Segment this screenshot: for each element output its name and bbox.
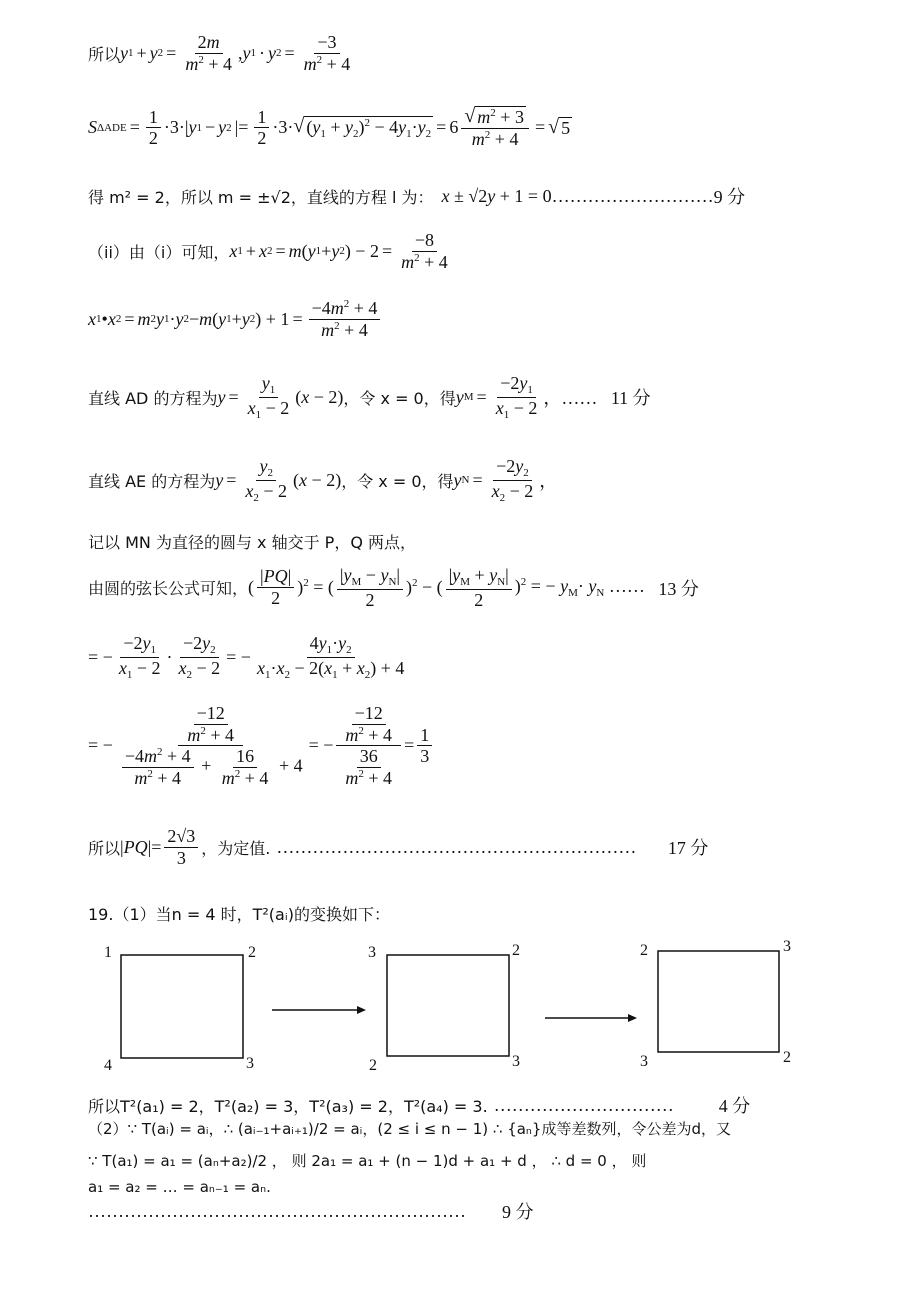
box-1-bl: 4 <box>104 1057 112 1074</box>
box-3-tr: 3 <box>783 938 791 955</box>
box-1-tl: 1 <box>104 944 112 961</box>
circle-text: 记以 MN 为直径的圆与 x 轴交于 P，Q 两点， <box>88 533 417 552</box>
transform-diagram <box>0 935 900 1085</box>
result-line: 所以T²(a₁) = 2，T²(a₂) = 3，T²(a₃) = 2，T²(a₄) = 3. ………………………… 4 分 <box>88 1094 751 1116</box>
box-3 <box>640 938 791 1070</box>
eq-m-value: 得 m² = 2，所以 m = ±√2，直线的方程 l 为： x ± √2y + 1 = 0 ……………………… 9 分 <box>88 185 746 207</box>
part2-line1: （2）∵ T(aᵢ) = aᵢ，∴ (aᵢ₋₁+aᵢ₊₁)/2 = aᵢ，(2 ≤ i ≤ n − 1) ∴ {aₙ}成等差数列，令公差为d，又 <box>88 1120 731 1138</box>
box-2-tr: 2 <box>512 942 520 959</box>
eq-chord: 由圆的弦长公式可知， ( $\frac{|PQ|}{2}$ )$^2$ = ( $\frac{|y_M - y_N|}{2}$ )$^2$ − ( $\frac{|y_M + y_N|}{2}$ )$^2$ = − $y_M\cdot y_N$ …… 13 分 <box>88 565 699 610</box>
box-2-br: 3 <box>512 1053 520 1070</box>
box-2-tl: 3 <box>368 944 376 961</box>
eq-line-ae: 直线 AE 的方程为 y = $\frac{y_2}{x_2 - 2}$ (x − 2) ，令 x = 0，得 y N = $\frac{-2y_2}{x_2 - 2}$ ， <box>88 456 558 504</box>
eq-x-sum: （ii）由（i）可知， x 1 + x 2 = m ( y 1 + y 2 ) − 2 = $\frac{-8}{m^2 + 4}$ <box>88 230 448 272</box>
q19-title: 19.（1）当n = 4 时，T²(aᵢ)的变换如下： <box>88 905 390 924</box>
box-1 <box>104 944 256 1074</box>
part2-score-line: ……………………………………………………… 9 分 <box>88 1200 534 1222</box>
arrow-1 <box>272 1006 366 1014</box>
eq-pq-result: 所以 |PQ|= $\frac{2√3}{3}$ ，为定值. …………………………………………………… 17 分 <box>88 826 709 868</box>
box-2-bl: 2 <box>369 1057 377 1074</box>
eq-compound-fraction: = − $\frac{-12}{m^2 + 4}$ $\frac{-4m^2 + 4}{m^2 + 4}$ + $\frac{16}{m^2 + 4}$ + 4 = − $\frac{\frac{-12}{m^2 + 4}}{\frac{36}{m^2 + 4}}$ = $\frac{1}{3}$ <box>88 703 435 789</box>
box-2 <box>368 942 520 1074</box>
part2-line3: a₁ = a₂ = … = aₙ₋₁ = aₙ. <box>88 1178 271 1196</box>
eq-line-ad: 直线 AD 的方程为 y = $\frac{y_1}{x_1 - 2}$ (x − 2) ，令 x = 0，得 y M = $\frac{-2y_1}{x_1 - 2}$ ，…… 11 分 <box>88 373 651 421</box>
box-3-br: 2 <box>783 1049 791 1066</box>
box-3-bl: 3 <box>640 1053 648 1070</box>
part2-line2: ∵ T(a₁) = a₁ = (aₙ+a₂)/2 ， 则 2a₁ = a₁ + (n − 1)d + a₁ + d ， ∴ d = 0 ， 则 <box>88 1152 647 1170</box>
box-1-br: 3 <box>246 1055 254 1072</box>
eq-product-ym-yn: = − $\frac{-2y_1}{x_1 - 2}$ · $\frac{-2y_2}{x_2 - 2}$ = − $\frac{4y_1\cdot y_2}{x_1\cdot x_2 - 2(x_1 + x_2) + 4}$ <box>88 633 405 681</box>
eq-x-product: x 1 • x 2 = m 2 y 1 · y 2 − m ( y 1 + y 2 ) + 1 = $\frac{-4m^2 + 4}{m^2 + 4}$ <box>88 298 383 340</box>
eq-sum-product: 所以 y 1 + y 2 = $\frac{2m}{m^2 + 4}$ , y 1 · y 2 = $\frac{-3}{m^2 + 4}$ <box>88 32 351 74</box>
box-3-tl: 2 <box>640 942 648 959</box>
arrow-2 <box>545 1014 637 1022</box>
box-1-tr: 2 <box>248 944 256 961</box>
eq-area: S ΔADE = $\frac{1}{2}$ ·3·| y 1 − y 2 |= $\frac{1}{2}$ ·3· √ $(y_1 + y_2)^2 - 4y_1\cdot y_2$ = 6 √ $m^2 + 3$ $m^2 + 4$ = √ 5 <box>88 105 571 149</box>
